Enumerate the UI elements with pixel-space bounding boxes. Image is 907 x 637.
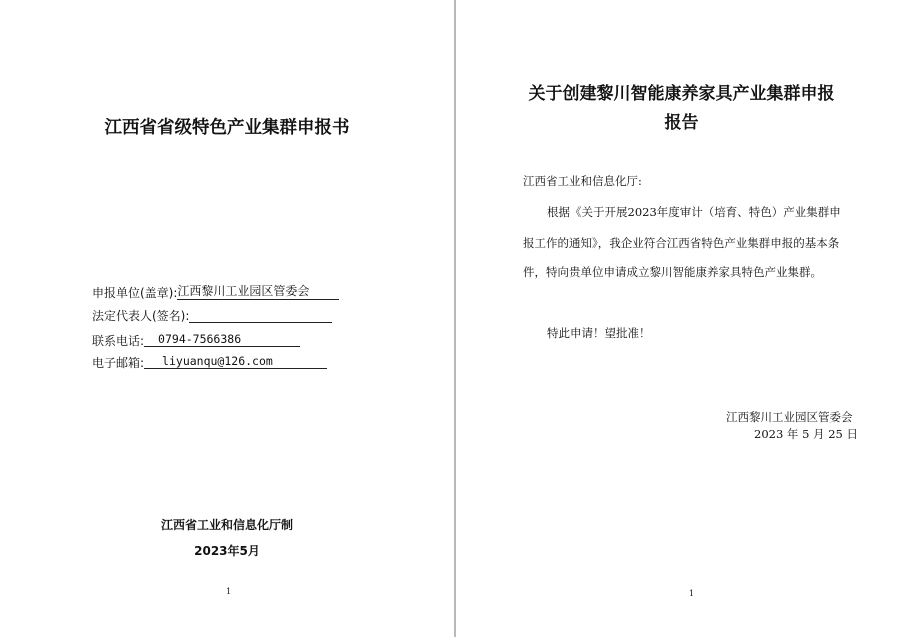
phone-field	[92, 332, 300, 350]
cover-date: 2023年5月	[194, 544, 260, 558]
report-page	[456, 0, 907, 637]
applicant-unit-value: 江西黎川工业园区管委会	[177, 284, 339, 300]
email-value: liyuanqu@126.com	[144, 354, 327, 369]
legal-representative-value	[189, 307, 332, 323]
signer: 江西黎川工业园区管委会	[726, 410, 853, 424]
cover-issuer: 江西省工业和信息化厅制	[160, 518, 293, 532]
phone-value: 0794-7566386	[144, 332, 300, 347]
closing-line: 特此申请！望批准！	[547, 326, 651, 340]
body-line-3: 件，特向贵单位申请成立黎川智能康养家具特色产业集群。	[523, 265, 822, 279]
body-line-2: 报工作的通知》，我企业符合江西省特色产业集群申报的基本条	[523, 236, 840, 250]
page-number: 1	[226, 587, 232, 596]
report-title-line-1: 关于创建黎川智能康养家具产业集群申报	[528, 84, 835, 104]
legal-representative-field	[92, 307, 332, 325]
sign-date: 2023 年 5 月 25 日	[754, 427, 858, 441]
body-line-1: 根据《关于开展2023年度审计（培育、特色）产业集群申	[547, 205, 841, 219]
phone-label: 联系电话:	[92, 334, 145, 348]
salutation: 江西省工业和信息化厅:	[523, 174, 642, 188]
legal-representative-label: 法定代表人(签名):	[92, 309, 190, 323]
cover-title: 江西省省级特色产业集群申报书	[104, 118, 350, 138]
applicant-unit-label: 申报单位(盖章):	[92, 286, 178, 300]
report-title-line-2: 报告	[664, 113, 699, 133]
email-field	[92, 354, 327, 372]
page-number: 1	[689, 589, 695, 598]
email-label: 电子邮箱:	[92, 356, 145, 370]
applicant-unit-field	[92, 284, 339, 302]
